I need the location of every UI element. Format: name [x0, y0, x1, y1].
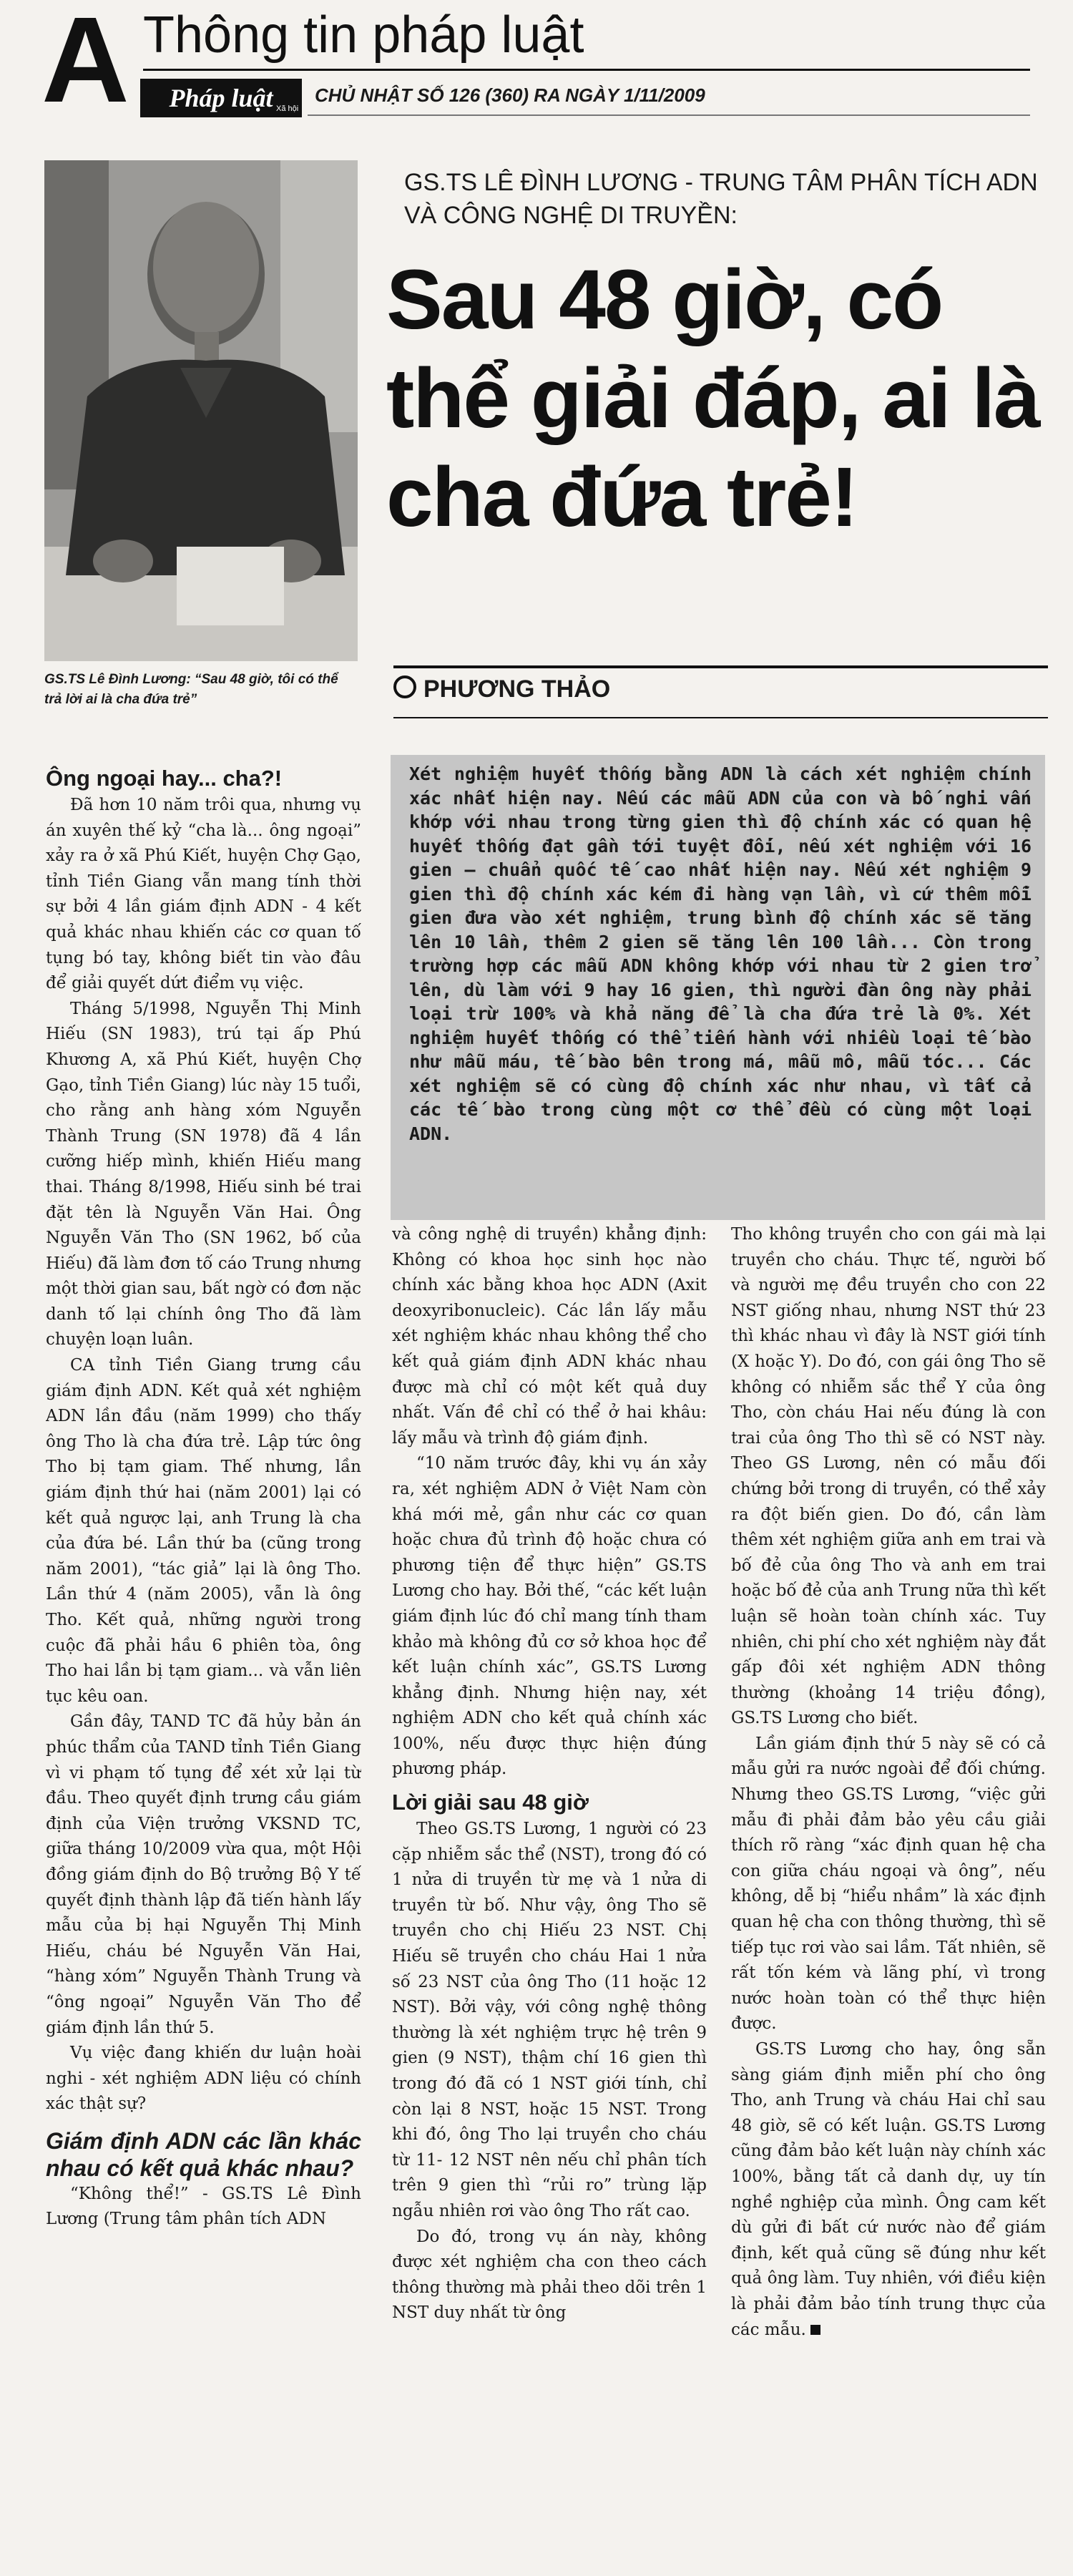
paragraph: Theo GS.TS Lương, 1 người có 23 cặp nhiễm sắc thể (NST), trong đó có 1 nửa di truyền từ mẹ và 1 nửa di truyền từ bố. Như vậy, ông Tho sẽ truyền cho chị Hiếu 23 NST. Chị Hiếu sẽ truyền cho cháu Hai 1 nửa số 23 NST của ông Tho (11 hoặc 12 NST). Bởi vậy, với công nghệ thông thường là xét nghiệm trực hệ trên 9 gien (9 NST), thậm chí 16 gien thì trong đó đã có 1 NST giới tính, chỉ còn lại 8 NST, hoặc 15 NST. Trong khi đó, ông Tho lại truyền cho cháu từ 11- 12 NST nên nếu chỉ phân tích trên 9 gien thì “rủi ro” trùng lặp ngẫu nhiên rơi vào ông Tho rất cao. [392, 1820, 707, 2220]
author-icon [393, 675, 416, 698]
paragraph: Do đó, trong vụ án này, không được xét nghiệm cha con theo cách thông thường mà phải theo dõi trên 1 NST duy nhất từ ông [392, 2227, 707, 2323]
subheading-grandfather: Ông ngoại hay... cha?! [46, 766, 283, 791]
paragraph: Tháng 5/1998, Nguyễn Thị Minh Hiếu (SN 1983), trú tại ấp Phú Khương A, xã Phú Kiết, huyện Chợ Gạo, tỉnh Tiền Giang) lúc này 15 tuổi, cho rằng anh hàng xóm Nguyễn Thành Trung (SN 1978) đã 4 lần cưỡng hiếp mình, khiến Hiếu mang thai. Tháng 8/1998, Hiếu sinh bé trai đặt tên là Nguyễn Văn Hai. Ông Nguyễn Văn Tho (SN 1962, bố của Hiếu) đã làm đơn tố cáo Trung nhưng một thời gian sau, bất ngờ có đơn nặc danh tố lại chính ông Tho đã làm chuyện loạn luân. [46, 999, 361, 1350]
paragraph [731, 2037, 1046, 2343]
portrait-photo [44, 160, 358, 661]
paragraph: Lần giám định thứ 5 này sẽ có cả mẫu gửi ra nước ngoài để đối chứng. Nhưng theo GS.TS Lương, “việc gửi mẫu đi phải đảm bảo yêu cầu giải thích rõ ràng “xác định quan hệ cha con giữa cháu ngoại và ông”, nếu không, dễ bị “hiểu nhầm” là xác định quan hệ cha con thông thường, thì sẽ tiếp tục rơi vào sai lầm. Tất nhiên, sẽ rất tốn kém và lãng phí, vì trong nước hoàn toàn có thể thực hiện được. [731, 1734, 1046, 2034]
lead-text: Xét nghiệm huyết thống bằng ADN là cách xét nghiệm chính xác nhất hiện nay. Nếu các mẫu ADN của con và bố nghi vấn khớp với nhau trong từng gien thì độ chính xác có quan hệ huyết thống đạt gần tới tuyệt đối, nếu xét nghiệm với 16 gien – chuẩn quốc tế cao nhất hiện nay. Nếu xét nghiệm 9 gien thì độ chính xác kém đi hàng vạn lần, vì cứ thêm mỗi gien đưa vào xét nghiệm, trung bình độ chính xác sẽ tăng lên 10 lần, thêm 2 gien sẽ tăng lên 100 lần... Còn trong trường hợp các mẫu ADN không khớp với nhau từ 2 gien trở lên, dù làm với 9 hay 16 gien, thì người đàn ông này phải loại trừ 100% và khả năng để là cha đứa trẻ là 0%. Xét nghiệm huyết thống có thể tiến hành với nhiều loại tế bào như mẫu máu, tế bào bên trong má, mẫu mô, mẫu tóc... Các xét nghiệm sẽ có cùng độ chính xác như nhau, vì tất cả các tế bào trong cùng một cơ thể đều có cùng một loại ADN. [409, 763, 1032, 1144]
paragraph: “Không thể!” - GS.TS Lê Đình Lương (Trung tâm phân tích ADN [46, 2184, 361, 2229]
section-title: Thông tin pháp luật [143, 6, 584, 64]
article-column-1 [46, 764, 361, 2567]
kicker: GS.TS LÊ ĐÌNH LƯƠNG - TRUNG TÂM PHÂN TÍCH ADN VÀ CÔNG NGHỆ DI TRUYỀN: [404, 169, 1038, 229]
byline-name: PHƯƠNG THẢO [423, 675, 611, 703]
article-column-3 [731, 1222, 1046, 2567]
paragraph: Đã hơn 10 năm trôi qua, nhưng vụ án xuyên thế kỷ “cha là... ông ngoại” xảy ra ở xã Phú Kiết, huyện Chợ Gạo, tỉnh Tiền Giang vẫn mang tính thời sự bởi 4 lần giám định ADN - 4 kết quả khác nhau khiến các cơ quan tố tụng bó tay, không biết tin vào đâu để giải quyết dứt điểm vụ việc. [46, 796, 361, 993]
paragraph: Vụ việc đang khiến dư luận hoài nghi - xét nghiệm ADN liệu có chính xác thật sự? [46, 2044, 361, 2114]
lead-box [391, 755, 1045, 1220]
photo-caption: GS.TS Lê Đình Lương: “Sau 48 giờ, tôi có thể trả lời ai là cha đứa trẻ” [44, 672, 338, 707]
paragraph: và công nghệ di truyền) khẳng định: Không có khoa học sinh học nào chính xác bằng khoa học ADN (Axit deoxyribonucleic). Các lần lấy mẫu xét nghiệm khác nhau không thể cho kết quả giám định ADN khác nhau được mà chỉ có một kết quả duy nhất. Vấn đề chỉ có thể ở hai khâu: lấy mẫu và trình độ giám định. [392, 1225, 707, 1448]
subheading-different-results: Giám định ADN các lần khác nhau có kết quả khác nhau? [46, 2127, 361, 2181]
byline [393, 675, 610, 703]
issue-rule [308, 114, 1030, 116]
subheading-48-hours: Lời giải sau 48 giờ [392, 1790, 589, 1815]
byline-top-rule [393, 665, 1048, 668]
paragraph: “10 năm trước đây, khi vụ án xảy ra, xét nghiệm ADN ở Việt Nam còn khá mới mẻ, gần như các cơ quan hoặc chưa đủ trình độ hoặc chưa có phương tiện để thực hiện” GS.TS Lương cho hay. Bởi thế, “các kết luận giám định lúc đó chỉ mang tính tham khảo mà không đủ cơ sở khoa học để kết luận chính xác”, GS.TS Lương khẳng định. Nhưng hiện nay, xét nghiệm ADN cho kết quả chính xác 100%, nếu được thực hiện đúng phương pháp. [392, 1454, 707, 1779]
portrait-illustration [44, 160, 358, 661]
byline-bottom-rule [393, 717, 1048, 718]
paragraph: Gần đây, TAND TC đã hủy bản án phúc thẩm của TAND tỉnh Tiền Giang vì vi phạm tố tụng để xét xử lại từ đầu. Theo quyết định trưng cầu giám định của Viện trưởng VKSND TC, giữa tháng 10/2009 vừa qua, một Hội đồng giám định do Bộ trưởng Bộ Y tế quyết định thành lập đã tiến hành lấy mẫu của bị hại Nguyễn Thị Minh Hiếu, cháu bé Nguyễn Văn Hai, “hàng xóm” Nguyễn Thành Trung và “ông ngoại” Nguyễn Văn Tho để giám định lần thứ 5. [46, 1712, 361, 2037]
section-letter: A [41, 0, 129, 128]
article-column-2 [392, 1222, 707, 2567]
header-rule [143, 69, 1030, 71]
masthead-sub: Xã hội [276, 104, 299, 113]
headline: Sau 48 giờ, có thể giải đáp, ai là cha đứa trẻ! [386, 253, 1039, 545]
paragraph: CA tỉnh Tiền Giang trưng cầu giám định ADN. Kết quả xét nghiệm ADN lần đầu (năm 1999) cho thấy ông Tho là cha đứa trẻ. Lập tức ông Tho bị tạm giam. Thế nhưng, lần giám định thứ hai (năm 2001) lại có kết quả ngược lại, anh Trung là cha của đứa bé. Lần thứ ba (cũng trong năm 2001), “tác giả” lại là ông Tho. Lần thứ 4 (năm 2005), vẫn là ông Tho. Kết quả, những người trong cuộc đã phải hầu 6 phiên tòa, ông Tho hai lần bị tạm giam... và vẫn liên tục kêu oan. [46, 1356, 361, 1706]
issue-info: CHỦ NHẬT SỐ 126 (360) RA NGÀY 1/11/2009 [315, 84, 705, 106]
paragraph-text: GS.TS Lương cho hay, ông sẵn sàng giám định miễn phí cho ông Tho, anh Trung và cháu Hai chỉ sau 48 giờ, sẽ có kết luận. GS.TS Lương cũng đảm bảo kết luận này chính xác 100%, bằng tất cả danh dự, uy tín nghề nghiệp của mình. Ông cam kết dù gửi đi bất cứ nước nào để giám định, kết quả cũng sẽ đúng như kết quả ông làm. Tuy nhiên, với điều kiện là phải đảm bảo tính trung thực của các mẫu. [731, 2040, 1046, 2339]
end-of-article-mark [810, 2325, 820, 2335]
paragraph: Tho không truyền cho con gái mà lại truyền cho cháu. Thực tế, người bố và người mẹ đều truyền cho con 22 NST giống nhau, nhưng NST thứ 23 thì khác nhau vì đây là NST giới tính (X hoặc Y). Do đó, con gái ông Tho sẽ không có nhiễm sắc thể Y của ông Tho, còn cháu Hai nếu đúng là con trai của ông Tho thì sẽ có NST này. Theo GS Lương, nên có mẫu đối chứng bởi trong di truyền, có thể xảy ra đột biến gien. Do đó, cần làm thêm xét nghiệm giữa anh em trai và bố đẻ của ông Tho và anh em trai hoặc bố đẻ của anh Trung nữa thì kết luận sẽ hoàn toàn chính xác. Tuy nhiên, chi phí cho xét nghiệm này đắt gấp đôi xét nghiệm ADN thông thường (khoảng 14 triệu đồng), GS.TS Lương cho biết. [731, 1225, 1046, 1728]
masthead-text: Pháp luật [169, 84, 273, 112]
